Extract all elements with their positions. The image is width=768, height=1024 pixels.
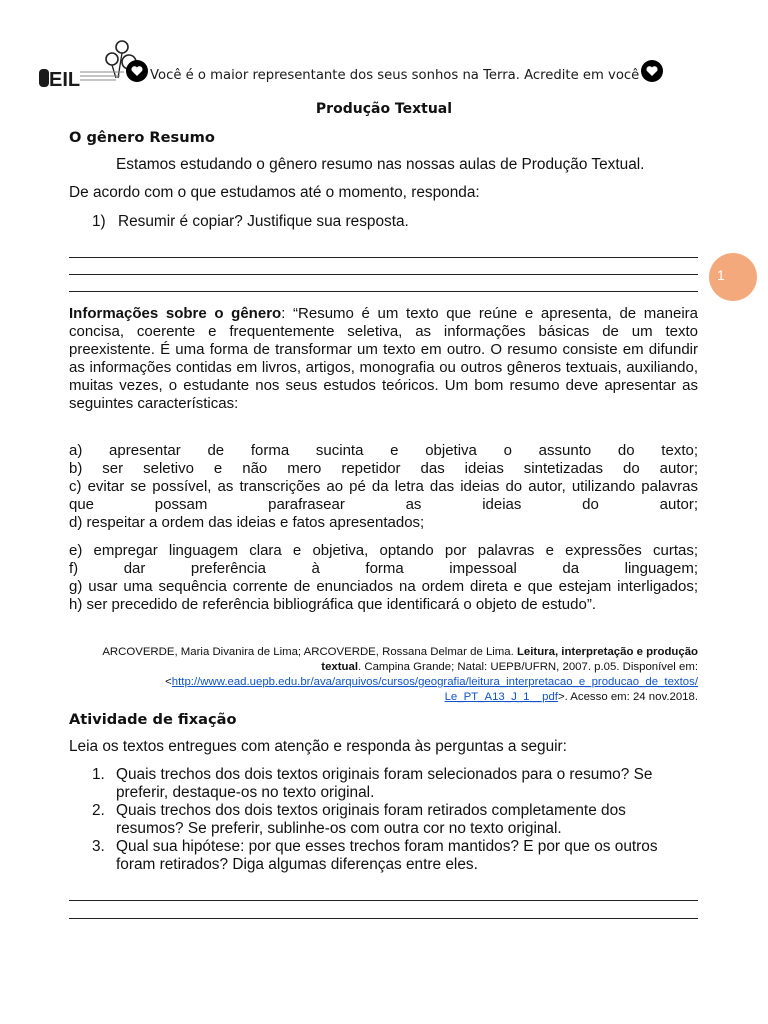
intro-paragraph: Estamos estudando o gênero resumo nas nossas aulas de Produção Textual. [116, 156, 645, 173]
list-item: 1. Quais trechos dos dois textos originais foram selecionados para o resumo? Se preferir, destaque-os no texto original. [92, 766, 653, 801]
header-tagline: Você é o maior representante dos seus sonhos na Terra. Acredite em você [150, 68, 640, 83]
list-item: d) respeitar a ordem das ideias e fatos apresentados; [69, 514, 425, 531]
activity-questions [92, 766, 692, 874]
reference-link[interactable]: http://www.ead.uepb.edu.br/ava/arquivos/cursos/geografia/leitura_interpretacao_e_producao_de_textos/ [171, 676, 698, 688]
list-item: 3. Qual sua hipótese: por que esses trechos foram mantidos? E por que os outros foram retirados? Diga algumas diferenças entre eles. [92, 838, 658, 873]
answer-line [69, 257, 698, 258]
question-1 [92, 213, 409, 231]
list-item: que possam parafrasear as ideias do autor; [69, 496, 698, 513]
answer-line [69, 900, 698, 901]
list-item: f) dar preferência à forma impessoal da linguagem; [69, 560, 698, 577]
question-text: Resumir é copiar? Justifique sua resposta. [117, 213, 409, 230]
answer-line [69, 918, 698, 919]
page-number-badge: 1 [709, 253, 757, 301]
activity-prompt: Leia os textos entregues com atenção e responda às perguntas a seguir: [69, 738, 567, 755]
svg-text:EIL: EIL [49, 69, 81, 90]
list-item: g) usar uma sequência corrente de enunciados na ordem direta e que estejam interligados; [69, 578, 698, 595]
genre-info-label: Informações sobre o gênero [69, 305, 282, 322]
bibliographic-reference: ARCOVERDE, Maria Divanira de Lima; ARCOVERDE, Rossana Delmar de Lima. Leitura, interpretação e produção textual. Campina Grande; Natal: UEPB/UFRN, 2007. p.05. Disponível em: <http://www.ead.uepb.edu.br/ava/arquivos/cursos/geografia/leitura_interpretacao_e_producao_de_textos/ Le_PT_A13_J_1__pdf>. Acesso em: 24 nov.2018. [102, 646, 698, 703]
list-item: h) ser precedido de referência bibliográfica que identificará o objeto de estudo”. [69, 596, 596, 613]
question-number: 2. [92, 802, 105, 819]
prompt-paragraph: De acordo com o que estudamos até o momento, responda: [69, 184, 480, 201]
section-heading-resumo: O gênero Resumo [69, 129, 215, 146]
list-item: a) apresentar de forma sucinta e objetiva o assunto do texto; [69, 442, 698, 459]
page-title: Produção Textual [315, 101, 453, 117]
question-number: 1) [92, 213, 106, 230]
answer-line [69, 274, 698, 275]
list-item: c) evitar se possível, as transcrições ao pé da letra das ideias do autor, utilizando palavras [69, 478, 698, 495]
heart-icon [641, 60, 663, 82]
list-item: e) empregar linguagem clara e objetiva, optando por palavras e expressões curtas; [69, 542, 698, 559]
list-item: b) ser seletivo e não mero repetidor das ideias sintetizadas do autor; [69, 460, 698, 477]
genre-info-text: : “Resumo é um texto que reúne e apresenta, de maneira concisa, coerente e frequentemente seletiva, as informações básicas de um texto preexistente. É uma forma de transformar um texto em outro. O resumo consiste em difundir as informações contidas em livros, artigos, monografia ou outros gêneros textuais, auxiliando, muitas vezes, o estudante nos seus estudos teóricos. Um bom resumo deve apresentar as seguintes características: [69, 305, 699, 412]
section-heading-atividade: Atividade de fixação [69, 711, 237, 728]
characteristics-list-a [69, 442, 698, 532]
characteristics-list-b [69, 542, 698, 614]
list-item: 2. Quais trechos dos dois textos originais foram retirados completamente dos resumos? Se preferir, sublinhe-os com outra cor no texto original. [92, 802, 626, 837]
question-number: 1. [92, 766, 105, 783]
question-number: 3. [92, 838, 105, 855]
genre-info-paragraph [69, 305, 698, 413]
reference-link[interactable]: Le_PT_A13_J_1__pdf [444, 691, 558, 703]
answer-line [69, 291, 698, 292]
heart-icon [126, 60, 148, 82]
